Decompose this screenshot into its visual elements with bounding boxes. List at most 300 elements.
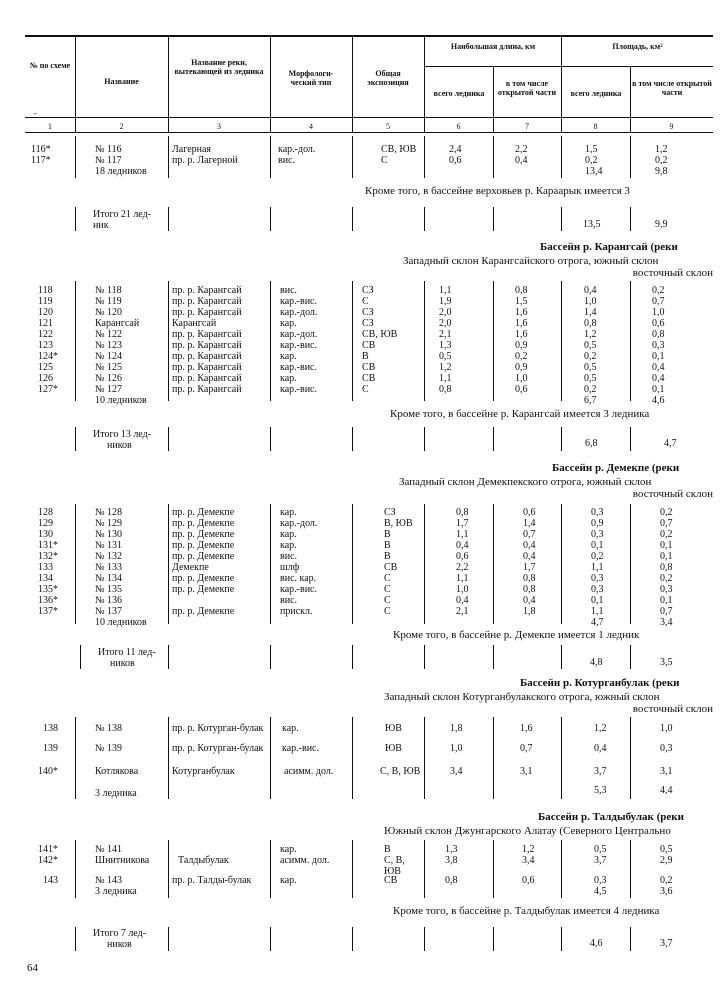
- cell-number: 117*: [31, 155, 51, 166]
- cell-number: 121: [38, 318, 53, 329]
- cell-name: № 129: [95, 518, 123, 529]
- cell-area-open: 0,7: [660, 518, 673, 529]
- cell-river: Котурганбулак: [172, 766, 235, 777]
- tick: [493, 207, 494, 231]
- section-subtitle: восточный склон: [632, 488, 713, 500]
- cell-length-open: 0,9: [515, 362, 528, 373]
- cell-type: кар.-вис.: [280, 362, 317, 373]
- cell-number: 139: [43, 743, 58, 754]
- cell-area-total: 1,2: [584, 329, 597, 340]
- cell-type: кар.-дол.: [280, 329, 318, 340]
- col-line: [75, 717, 76, 799]
- note-text: Кроме того, в бассейне р. Карангсай имеется 3 ледника: [390, 408, 650, 420]
- cell-name: № 141: [95, 844, 123, 855]
- cell-area-open: 3,6: [660, 886, 673, 897]
- tick: [168, 427, 169, 451]
- header-length: Наибольшая длина, км: [450, 42, 536, 51]
- total-area-open: 3,5: [660, 657, 673, 668]
- tick: [352, 645, 353, 669]
- tick: [270, 427, 271, 451]
- cell-area-total: 0,8: [584, 318, 597, 329]
- cell-exposition: С: [384, 595, 391, 606]
- col-line: [561, 504, 562, 624]
- cell-name: № 130: [95, 529, 123, 540]
- cell-river: пр. р. Демекпе: [172, 507, 235, 518]
- col-line: [168, 281, 169, 401]
- cell-type: вис. кар.: [280, 573, 317, 584]
- cell-area-open: 0,7: [660, 606, 673, 617]
- col-line: [168, 504, 169, 624]
- section-subtitle: Западный склон Котурганбулакского отрога, южный склон: [384, 691, 660, 703]
- section-subtitle: Западный склон Демекпекского отрога, южный склон: [399, 476, 652, 488]
- cell-name: № 131: [95, 540, 123, 551]
- cell-type: кар.: [282, 723, 299, 734]
- cell-length-total: 0,8: [439, 384, 452, 395]
- cell-river: пр. р. Демекпе: [172, 529, 235, 540]
- cell-river: пр. р. Демекпе: [172, 540, 235, 551]
- cell-area-open: 1,0: [652, 307, 665, 318]
- cell-area-total: 0,9: [591, 518, 604, 529]
- note-text: Кроме того, в бассейне р. Демекпе имеется 1 ледник: [393, 629, 640, 641]
- col-line: [352, 281, 353, 401]
- cell-river: Демекпе: [172, 562, 209, 573]
- total-label: Итого 21 лед-: [93, 209, 152, 220]
- cell-length-open: 0,9: [515, 340, 528, 351]
- cell-length-total: 1,9: [439, 296, 452, 307]
- col-line: [75, 136, 76, 178]
- cell-length-total: 2,0: [439, 307, 452, 318]
- cell-river: Карангсай: [172, 318, 217, 329]
- cell-area-open: 0,2: [660, 529, 673, 540]
- cell-length-open: 0,6: [522, 875, 535, 886]
- cell-area-open: 1,0: [660, 723, 673, 734]
- cell-length-total: 1,7: [456, 518, 469, 529]
- tick: [424, 927, 425, 951]
- cell-name: № 127: [95, 384, 123, 395]
- cell-area-open: 0,2: [655, 155, 668, 166]
- cell-type: кар.-вис.: [280, 296, 317, 307]
- tick: [168, 645, 169, 669]
- cell-number: 120: [38, 307, 53, 318]
- table-top-rule: [25, 35, 713, 37]
- cell-river: пр. р. Лагерной: [172, 155, 238, 166]
- col-line: [352, 840, 353, 898]
- cell-area-total: 6,7: [584, 395, 597, 406]
- cell-type: кар.-дол.: [280, 518, 318, 529]
- header-col-divider: [424, 35, 425, 132]
- header-exposition: Общая экспозиция: [367, 69, 409, 87]
- header-area-open: в том числе открытой части: [632, 79, 712, 97]
- col-line: [424, 136, 425, 178]
- cell-number: 129: [38, 518, 53, 529]
- cell-river: Талдыбулак: [178, 855, 229, 866]
- cell-type: кар.-вис.: [282, 743, 319, 754]
- cell-length-open: 1,6: [515, 318, 528, 329]
- section-subtitle: восточный склон: [632, 703, 713, 715]
- cell-exposition: СВ: [362, 340, 376, 351]
- tick: [561, 927, 562, 951]
- cell-exposition: СВ: [362, 362, 376, 373]
- cell-area-open: 3,4: [660, 617, 673, 628]
- cell-area-total: 0,1: [591, 595, 604, 606]
- cell-number: 134: [38, 573, 53, 584]
- cell-length-total: 2,4: [449, 144, 462, 155]
- column-number: 2: [119, 122, 124, 131]
- cell-name: Котлякова: [95, 766, 139, 777]
- cell-length-open: 0,2: [515, 351, 528, 362]
- cell-length-open: 1,6: [515, 329, 528, 340]
- cell-length-total: 3,8: [445, 855, 458, 866]
- cell-length-open: 2,2: [515, 144, 528, 155]
- cell-river: пр. р. Карангсай: [172, 285, 242, 296]
- cell-area-total: 0,2: [584, 351, 597, 362]
- cell-exposition: В: [384, 551, 391, 562]
- header-number-rule: [25, 132, 713, 133]
- cell-name: № 119: [95, 296, 122, 307]
- total-label-cont: ников: [110, 658, 135, 669]
- cell-area-total: 4,7: [591, 617, 604, 628]
- cell-exposition: В: [384, 529, 391, 540]
- cell-length-open: 0,8: [523, 573, 536, 584]
- total-label-cont: ник: [93, 220, 109, 231]
- cell-river: пр. р. Карангсай: [172, 329, 242, 340]
- cell-name: № 138: [95, 723, 123, 734]
- cell-area-total: 0,5: [594, 844, 607, 855]
- col-line: [561, 136, 562, 178]
- cell-length-open: 0,7: [520, 743, 533, 754]
- cell-name: 10 ледников: [95, 395, 147, 406]
- cell-length-total: 0,5: [439, 351, 452, 362]
- col-line: [168, 840, 169, 898]
- cell-area-total: 13,4: [585, 166, 603, 177]
- total-area: 13,5: [583, 219, 601, 230]
- cell-number: 136*: [38, 595, 58, 606]
- cell-area-total: 0,3: [591, 507, 604, 518]
- cell-area-total: 1,1: [591, 606, 604, 617]
- cell-river: пр. р. Демекпе: [172, 584, 235, 595]
- cell-name: № 136: [95, 595, 123, 606]
- cell-name: 3 ледника: [95, 886, 137, 897]
- cell-area-total: 1,1: [591, 562, 604, 573]
- note-text: Кроме того, в бассейне верховьев р. Караарык имеется 3: [365, 185, 630, 197]
- header-bottom-rule: [25, 117, 713, 118]
- total-label-cont: ников: [107, 939, 132, 950]
- cell-name: Карангсай: [95, 318, 140, 329]
- cell-length-total: 1,0: [450, 743, 463, 754]
- cell-number: 141*: [38, 844, 58, 855]
- cell-name: № 143: [95, 875, 123, 886]
- col-line: [493, 136, 494, 178]
- cell-area-total: 3,7: [594, 855, 607, 866]
- tick: [352, 927, 353, 951]
- cell-length-open: 3,1: [520, 766, 533, 777]
- cell-exposition: СЗ: [362, 307, 374, 318]
- cell-length-total: 3,4: [450, 766, 463, 777]
- note-text: Кроме того, в бассейне р. Талдыбулак имеется 4 ледника: [393, 905, 660, 917]
- tick: [424, 427, 425, 451]
- total-label: Итого 13 лед-: [93, 429, 152, 440]
- col-line: [270, 136, 271, 178]
- header-mark: -: [34, 109, 37, 118]
- tick: [75, 927, 76, 951]
- cell-length-open: 1,6: [515, 307, 528, 318]
- cell-number: 119: [38, 296, 53, 307]
- cell-number: 123: [38, 340, 53, 351]
- section-title: Бассейн р. Карангсай (реки: [540, 241, 678, 253]
- page-number: 64: [27, 962, 38, 974]
- cell-length-total: 1,3: [439, 340, 452, 351]
- total-area-open: 4,7: [664, 438, 677, 449]
- cell-area-open: 9,8: [655, 166, 668, 177]
- cell-number: 135*: [38, 584, 58, 595]
- tick: [493, 645, 494, 669]
- cell-river: пр. р. Котурган-булак: [172, 723, 264, 734]
- tick: [630, 207, 631, 231]
- cell-length-total: 2,2: [456, 562, 469, 573]
- col-line: [493, 717, 494, 799]
- cell-length-total: 0,6: [449, 155, 462, 166]
- cell-number: 127*: [38, 384, 58, 395]
- cell-length-total: 1,1: [439, 285, 452, 296]
- header-col-divider: [168, 35, 169, 132]
- cell-area-open: 4,4: [660, 785, 673, 796]
- cell-name: 3 ледника: [95, 788, 137, 799]
- cell-area-total: 0,2: [585, 155, 598, 166]
- col-line: [352, 136, 353, 178]
- cell-name: № 126: [95, 373, 123, 384]
- cell-area-open: 0,2: [652, 285, 665, 296]
- cell-exposition: ЮВ: [385, 723, 402, 734]
- cell-name: № 134: [95, 573, 123, 584]
- tick: [75, 427, 76, 451]
- cell-type: кар.: [280, 507, 297, 518]
- cell-area-total: 0,4: [594, 743, 607, 754]
- header-subrule: [424, 66, 713, 67]
- cell-number: 128: [38, 507, 53, 518]
- cell-area-total: 0,1: [591, 540, 604, 551]
- col-line: [630, 504, 631, 624]
- col-line: [168, 717, 169, 799]
- header-name: Название: [104, 77, 139, 86]
- cell-area-open: 0,6: [652, 318, 665, 329]
- cell-exposition: С: [362, 296, 369, 307]
- cell-length-open: 1,4: [523, 518, 536, 529]
- cell-area-total: 0,3: [591, 584, 604, 595]
- column-number: 1: [48, 122, 52, 131]
- cell-length-open: 0,4: [523, 540, 536, 551]
- col-line: [270, 717, 271, 799]
- cell-area-open: 0,1: [652, 351, 665, 362]
- cell-area-open: 0,4: [652, 373, 665, 384]
- cell-exposition: СВ: [362, 373, 376, 384]
- cell-type: кар.: [280, 540, 297, 551]
- cell-river: пр. р. Карангсай: [172, 373, 242, 384]
- cell-type: вис.: [280, 551, 298, 562]
- col-line: [493, 504, 494, 624]
- tick: [561, 645, 562, 669]
- cell-area-total: 0,5: [584, 340, 597, 351]
- cell-area-open: 0,5: [660, 844, 673, 855]
- cell-length-total: 1,1: [456, 573, 469, 584]
- cell-type: кар.-вис.: [280, 340, 317, 351]
- cell-number: 122: [38, 329, 53, 340]
- section-subtitle: восточный склон: [632, 267, 713, 279]
- tick: [75, 207, 76, 231]
- header-area: Площадь, км²: [612, 42, 663, 51]
- cell-length-open: 0,4: [523, 551, 536, 562]
- cell-type: асимм. дол.: [284, 766, 334, 777]
- cell-type: кар.: [280, 351, 297, 362]
- col-line: [270, 840, 271, 898]
- cell-exposition: СВ: [384, 562, 398, 573]
- cell-length-open: 1,0: [515, 373, 528, 384]
- cell-length-total: 0,8: [456, 507, 469, 518]
- cell-length-total: 0,4: [456, 540, 469, 551]
- cell-name: № 128: [95, 507, 123, 518]
- cell-exposition: СВ, ЮВ: [362, 329, 398, 340]
- cell-name: № 135: [95, 584, 123, 595]
- tick: [424, 645, 425, 669]
- cell-type: кар.-дол.: [280, 307, 318, 318]
- cell-exposition: В, ЮВ: [384, 518, 413, 529]
- cell-length-open: 1,5: [515, 296, 528, 307]
- tick: [630, 927, 631, 951]
- cell-type: кар.: [280, 373, 297, 384]
- cell-exposition: СЗ: [362, 318, 374, 329]
- cell-number: 138: [43, 723, 58, 734]
- cell-type: кар.: [280, 529, 297, 540]
- total-area-open: 9,9: [655, 219, 668, 230]
- header-morph-type: Морфологи-ческий тип: [288, 69, 334, 87]
- section-title: Бассейн р. Демекпе (реки: [552, 462, 680, 474]
- total-label-cont: ников: [107, 440, 132, 451]
- cell-name: № 120: [95, 307, 123, 318]
- cell-area-total: 0,3: [591, 573, 604, 584]
- col-line: [75, 504, 76, 624]
- cell-exposition: ЮВ: [385, 743, 402, 754]
- tick: [630, 427, 631, 451]
- cell-type: кар.: [280, 875, 297, 886]
- cell-area-total: 0,5: [584, 373, 597, 384]
- cell-area-open: 0,1: [660, 551, 673, 562]
- cell-type: шлф: [280, 562, 300, 573]
- cell-river: пр. р. Карангсай: [172, 384, 242, 395]
- col-line: [493, 840, 494, 898]
- column-number: 5: [386, 122, 390, 131]
- tick: [493, 927, 494, 951]
- col-line: [75, 281, 76, 401]
- col-line: [424, 281, 425, 401]
- column-number: 7: [525, 122, 529, 131]
- section-title: Бассейн р. Котурганбулак (реки: [520, 677, 680, 689]
- col-line: [630, 717, 631, 799]
- cell-number: 125: [38, 362, 53, 373]
- tick: [168, 207, 169, 231]
- cell-name: № 132: [95, 551, 123, 562]
- cell-river: пр. р. Демекпе: [172, 606, 235, 617]
- tick: [352, 207, 353, 231]
- cell-river: пр. р. Карангсай: [172, 340, 242, 351]
- cell-length-open: 0,8: [515, 285, 528, 296]
- cell-area-total: 0,3: [591, 529, 604, 540]
- cell-exposition: СЗ: [362, 285, 374, 296]
- tick: [561, 207, 562, 231]
- cell-area-open: 0,2: [660, 875, 673, 886]
- total-area-open: 3,7: [660, 938, 673, 949]
- col-line: [630, 840, 631, 898]
- col-line: [424, 840, 425, 898]
- cell-exposition: В: [384, 540, 391, 551]
- cell-length-open: 0,4: [515, 155, 528, 166]
- cell-length-total: 2,0: [439, 318, 452, 329]
- header-col-divider: [352, 35, 353, 132]
- cell-type: прискл.: [280, 606, 313, 617]
- cell-number: 132*: [38, 551, 58, 562]
- cell-area-total: 0,5: [584, 362, 597, 373]
- cell-name: № 133: [95, 562, 123, 573]
- cell-name: № 123: [95, 340, 123, 351]
- cell-length-total: 0,4: [456, 595, 469, 606]
- cell-number: 131*: [38, 540, 58, 551]
- col-line: [630, 136, 631, 178]
- header-river: Название реки, вытекающей из ледника: [174, 58, 264, 76]
- tick: [270, 645, 271, 669]
- cell-exposition: С: [384, 606, 391, 617]
- header-area-total: всего ледника: [570, 89, 622, 98]
- total-area: 4,6: [590, 938, 603, 949]
- cell-name: № 125: [95, 362, 123, 373]
- cell-river: пр. р. Карангсай: [172, 351, 242, 362]
- cell-name: 18 ледников: [95, 166, 147, 177]
- cell-river: пр. р. Демекпе: [172, 573, 235, 584]
- header-col-divider: [270, 35, 271, 132]
- col-line: [75, 840, 76, 898]
- cell-river: пр. р. Котурган-булак: [172, 743, 264, 754]
- cell-exposition: В: [362, 351, 369, 362]
- cell-river: пр. р. Карангсай: [172, 307, 242, 318]
- cell-area-open: 2,9: [660, 855, 673, 866]
- cell-length-total: 1,0: [456, 584, 469, 595]
- cell-type: вис.: [280, 595, 298, 606]
- cell-area-open: 1,2: [655, 144, 668, 155]
- section-subtitle: Западный склон Карангсайского отрога, южный склон: [403, 255, 659, 267]
- cell-exposition: СЗ: [384, 507, 396, 518]
- cell-name: № 139: [95, 743, 123, 754]
- cell-exposition: С, В, ЮВ: [380, 766, 421, 777]
- column-number: 6: [456, 122, 461, 131]
- cell-length-open: 1,8: [523, 606, 536, 617]
- col-line: [270, 504, 271, 624]
- cell-area-total: 0,2: [584, 384, 597, 395]
- col-line: [424, 504, 425, 624]
- cell-area-open: 4,6: [652, 395, 665, 406]
- cell-name: 10 ледников: [95, 617, 147, 628]
- cell-length-total: 0,6: [456, 551, 469, 562]
- cell-area-total: 1,5: [585, 144, 598, 155]
- cell-area-open: 0,3: [660, 584, 673, 595]
- cell-area-open: 0,2: [660, 573, 673, 584]
- cell-name: № 118: [95, 285, 122, 296]
- cell-number: 137*: [38, 606, 58, 617]
- cell-length-total: 0,8: [445, 875, 458, 886]
- cell-exposition: В: [384, 844, 391, 855]
- cell-length-total: 1,8: [450, 723, 463, 734]
- col-line: [168, 136, 169, 178]
- cell-area-open: 0,7: [652, 296, 665, 307]
- cell-type: кар.-вис.: [280, 584, 317, 595]
- cell-area-open: 0,1: [660, 540, 673, 551]
- cell-length-total: 1,1: [456, 529, 469, 540]
